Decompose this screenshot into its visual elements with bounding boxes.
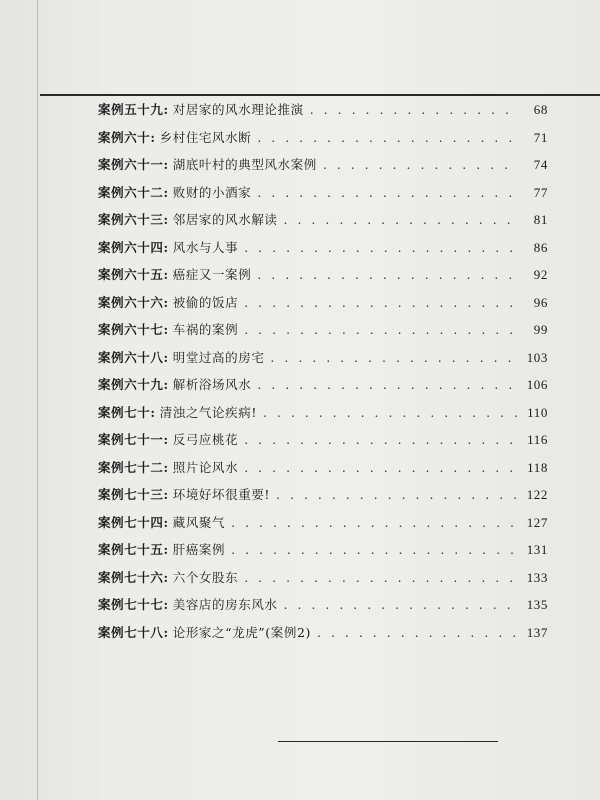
toc-entry-page-number: 81 [533, 212, 548, 227]
dot-leader [244, 570, 518, 585]
toc-entry [98, 293, 548, 321]
toc-entry-label: 案例六十八: [98, 349, 169, 365]
toc-entry-page-number: 99 [533, 322, 548, 337]
toc-entry-label: 案例六十六: [98, 294, 169, 310]
toc-entry [98, 320, 548, 348]
toc-entry-page-number: 92 [533, 267, 548, 282]
toc-entry [98, 595, 548, 623]
toc-entry [98, 100, 548, 128]
dot-leader [284, 597, 518, 612]
toc-entry-title: 美容店的房东风水 [172, 597, 278, 612]
dot-leader [270, 350, 518, 365]
toc-entry-label: 案例七十五: [98, 542, 169, 557]
toc-entry-label: 案例七十四: [98, 514, 169, 530]
dot-leader [244, 460, 518, 475]
toc-entry-label: 案例七十二: [98, 459, 169, 475]
toc-entry-label: 案例六十三: [98, 212, 169, 227]
toc-entry-title: 癌症又一案例 [172, 267, 252, 282]
toc-entry-label: 案例七十八: [98, 624, 169, 640]
toc-entry [98, 623, 548, 651]
toc-entry-label: 案例七十六: [98, 569, 169, 585]
toc-entry-title: 清浊之气论疾病! [159, 404, 257, 420]
toc-entry [98, 155, 548, 183]
toc-entry-title: 被偷的饭店 [172, 294, 239, 310]
toc-entry-label: 案例六十: [98, 129, 156, 145]
toc-entry-label: 案例五十九: [98, 102, 169, 117]
toc-entry-title: 明堂过高的房宅 [172, 349, 265, 365]
toc-entry-title: 环境好坏很重要! [172, 487, 271, 502]
toc-entry-title: 肝癌案例 [172, 542, 226, 557]
bottom-rule [278, 741, 498, 742]
dot-leader [244, 295, 518, 310]
toc-entry-page-number: 131 [526, 542, 548, 557]
toc-entry-page-number: 127 [526, 514, 548, 530]
toc-entry [98, 128, 548, 156]
toc-entry-title: 论形家之“龙虎”(案例2) [172, 624, 312, 640]
dot-leader [257, 185, 518, 200]
dot-leader [257, 130, 518, 145]
margin-line [37, 0, 38, 800]
toc-entry-page-number: 103 [526, 349, 548, 365]
toc-entry-page-number: 122 [526, 487, 548, 502]
dot-leader [244, 432, 518, 447]
dot-leader [257, 267, 518, 282]
toc-entry-title: 风水与人事 [172, 239, 239, 255]
dot-leader [317, 625, 518, 640]
dot-leader [231, 515, 518, 530]
dot-leader [310, 102, 518, 117]
dot-leader [231, 542, 518, 557]
toc-entry-title: 六个女股东 [172, 569, 239, 585]
toc-entry-label: 案例六十二: [98, 184, 169, 200]
toc-entry [98, 458, 548, 486]
toc-entry-label: 案例七十: [98, 404, 156, 420]
toc-entry-label: 案例六十五: [98, 267, 169, 282]
toc-entry-page-number: 118 [527, 459, 548, 475]
toc-entry [98, 238, 548, 266]
toc-entry-title: 解析浴场风水 [172, 377, 252, 392]
dot-leader [263, 405, 518, 420]
dot-leader [284, 212, 518, 227]
toc-entry [98, 568, 548, 596]
toc-entry-page-number: 137 [526, 624, 548, 640]
toc-entry [98, 348, 548, 376]
dot-leader [257, 377, 518, 392]
toc-entry-page-number: 77 [533, 184, 548, 200]
toc-entry-title: 车祸的案例 [172, 322, 239, 337]
toc-entry [98, 183, 548, 211]
top-rule [40, 94, 600, 96]
toc-entry-title: 对居家的风水理论推演 [172, 102, 304, 117]
toc-entry-page-number: 96 [533, 294, 548, 310]
toc-entry-page-number: 106 [526, 377, 548, 392]
toc-entry-title: 反弓应桃花 [172, 432, 239, 447]
toc-entry-page-number: 86 [533, 239, 548, 255]
toc-entry-title: 藏风聚气 [172, 514, 226, 530]
toc-entry-page-number: 116 [527, 432, 548, 447]
dot-leader [276, 487, 518, 502]
toc-entry-label: 案例七十一: [98, 432, 169, 447]
toc-entry-label: 案例六十一: [98, 157, 169, 172]
toc-entry [98, 540, 548, 568]
toc-entry [98, 210, 548, 238]
toc-entry-page-number: 135 [526, 597, 548, 612]
dot-leader [244, 240, 518, 255]
toc-entry-label: 案例六十九: [98, 377, 169, 392]
toc-entry-label: 案例七十七: [98, 597, 169, 612]
toc-entry-title: 邻居家的风水解读 [172, 212, 278, 227]
toc-entry [98, 375, 548, 403]
toc-entry-page-number: 71 [533, 129, 548, 145]
toc-entry-label: 案例六十七: [98, 322, 169, 337]
toc-entry [98, 265, 548, 293]
toc-entry-page-number: 68 [533, 102, 548, 117]
toc-entry-label: 案例七十三: [98, 487, 169, 502]
toc-entry [98, 430, 548, 458]
toc-entry [98, 403, 548, 431]
toc-entry-label: 案例六十四: [98, 239, 169, 255]
table-of-contents [98, 100, 548, 650]
dot-leader [244, 322, 518, 337]
toc-entry-title: 湖底叶村的典型风水案例 [172, 157, 317, 172]
toc-entry-title: 乡村住宅风水断 [159, 129, 252, 145]
toc-entry-page-number: 110 [527, 404, 548, 420]
dot-leader [323, 157, 518, 172]
toc-entry [98, 485, 548, 513]
toc-entry-page-number: 133 [526, 569, 548, 585]
toc-entry-title: 败财的小酒家 [172, 184, 252, 200]
toc-entry-page-number: 74 [533, 157, 548, 172]
toc-entry [98, 513, 548, 541]
toc-entry-title: 照片论风水 [172, 459, 239, 475]
